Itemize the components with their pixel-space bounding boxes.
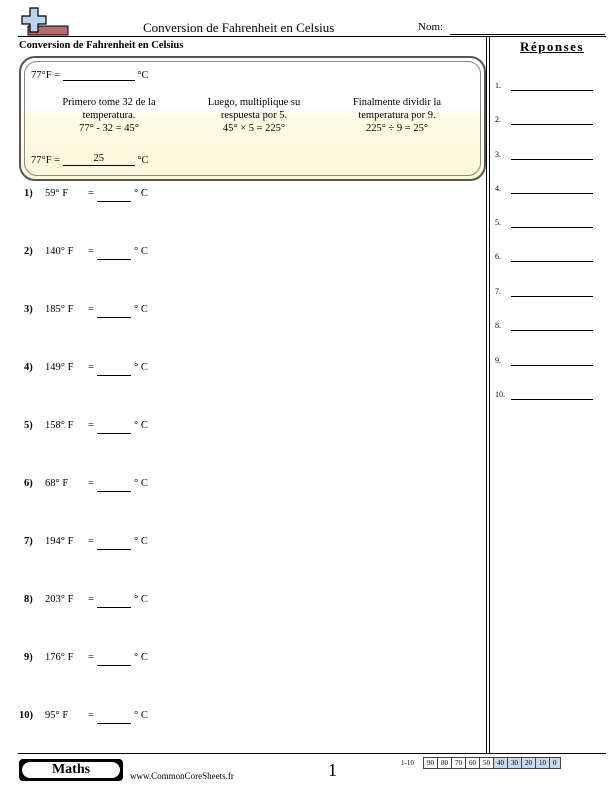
score-cell: 40 (493, 757, 508, 769)
problem-equals: = (88, 478, 94, 489)
answer-number: 6. (495, 252, 501, 261)
column-divider-right (489, 37, 490, 753)
answer-blank[interactable] (97, 259, 131, 260)
problem-number: 6) (24, 478, 33, 489)
footer-divider (18, 753, 606, 754)
problem-row (0, 188, 480, 204)
problem-unit: ° C (134, 420, 148, 431)
problem-unit: ° C (134, 594, 148, 605)
answer-row (495, 287, 605, 299)
problem-equals: = (88, 536, 94, 547)
answers-heading: Réponses (520, 39, 585, 54)
problem-row (0, 652, 480, 668)
example-step-2 (184, 96, 324, 135)
answer-row (495, 356, 605, 368)
problem-unit: ° C (134, 536, 148, 547)
problem-equals: = (88, 420, 94, 431)
maths-label: Maths (22, 762, 120, 778)
answer-blank[interactable] (97, 549, 131, 550)
step-1-line-1: Primero tome 32 de la (62, 97, 156, 108)
answer-row (495, 252, 605, 264)
answer-blank[interactable] (97, 201, 131, 202)
problem-unit: ° C (134, 710, 148, 721)
site-url: www.CommonCoreSheets.fr (130, 771, 234, 781)
problem-unit: ° C (134, 188, 148, 199)
example-question-label: 77°F = (31, 70, 61, 81)
score-range: 1-10 (401, 759, 414, 767)
maths-badge (19, 759, 123, 781)
answer-row (495, 321, 605, 333)
score-cell: 10 (535, 757, 550, 769)
problem-row (0, 420, 480, 436)
answer-row (495, 184, 605, 196)
answer-number: 8. (495, 321, 501, 330)
problem-value: 185° F (45, 304, 74, 315)
problem-equals: = (88, 710, 94, 721)
problem-value: 95° F (45, 710, 69, 721)
problem-number: 8) (24, 594, 33, 605)
problem-equals: = (88, 246, 94, 257)
answer-number: 3. (495, 150, 501, 159)
answer-row (495, 81, 605, 93)
name-field[interactable] (450, 34, 605, 35)
problem-row (0, 246, 480, 262)
name-label: Nom: (418, 21, 444, 33)
problem-row (0, 304, 480, 320)
problem-unit: ° C (134, 652, 148, 663)
score-cell: 80 (437, 757, 452, 769)
answer-field[interactable] (511, 399, 593, 400)
problem-row (0, 594, 480, 610)
score-cell: 60 (465, 757, 480, 769)
problem-number: 5) (24, 420, 33, 431)
header-divider (18, 36, 606, 37)
answer-number: 5. (495, 218, 501, 227)
score-cell: 70 (451, 757, 466, 769)
answer-number: 4. (495, 184, 501, 193)
answer-row (495, 150, 605, 162)
column-divider-left (486, 37, 487, 753)
answer-blank[interactable] (97, 317, 131, 318)
problem-equals: = (88, 652, 94, 663)
step-3-line-1: Finalmente dividir la (352, 97, 442, 108)
score-cell: 90 (423, 757, 438, 769)
example-step-3 (327, 96, 467, 135)
example-question (31, 68, 149, 81)
example-step-1 (39, 96, 179, 135)
answer-field[interactable] (511, 159, 593, 160)
answer-blank[interactable] (97, 433, 131, 434)
problem-value: 68° F (45, 478, 69, 489)
problem-row (0, 536, 480, 552)
problem-value: 149° F (45, 362, 74, 373)
example-answer-value: 25 (63, 153, 135, 166)
problem-value: 203° F (45, 594, 74, 605)
answer-field[interactable] (511, 227, 593, 228)
problem-number: 7) (24, 536, 33, 547)
score-table (424, 757, 561, 769)
score-cell: 20 (521, 757, 536, 769)
step-2-line-3: 45° × 5 = 225° (222, 123, 286, 134)
answer-field[interactable] (511, 193, 593, 194)
problem-number: 2) (24, 246, 33, 257)
problem-value: 140° F (45, 246, 74, 257)
problem-unit: ° C (134, 362, 148, 373)
answer-number: 2. (495, 115, 501, 124)
problem-equals: = (88, 304, 94, 315)
example-answer (31, 153, 149, 166)
answer-blank[interactable] (97, 665, 131, 666)
step-2-line-1: Luego, multiplique su (207, 97, 301, 108)
problem-number: 3) (24, 304, 33, 315)
page-number: 1 (328, 760, 337, 780)
answer-row (495, 218, 605, 230)
problem-row (0, 362, 480, 378)
step-3-line-2: temperatura por 9. (358, 110, 436, 121)
problem-number: 9) (24, 652, 33, 663)
answer-field[interactable] (511, 90, 593, 91)
problem-row (0, 710, 480, 726)
problem-number: 10) (19, 710, 33, 721)
answer-blank[interactable] (97, 723, 131, 724)
answer-number: 9. (495, 356, 501, 365)
problem-value: 59° F (45, 188, 69, 199)
answer-field[interactable] (511, 261, 593, 262)
example-answer-unit: °C (137, 155, 149, 166)
example-answer-label: 77°F = (31, 155, 61, 166)
score-cell: 30 (507, 757, 522, 769)
answer-number: 10. (495, 390, 505, 399)
answer-field[interactable] (511, 124, 593, 125)
problem-number: 1) (24, 188, 33, 199)
problem-value: 176° F (45, 652, 74, 663)
problem-equals: = (88, 362, 94, 373)
logo-icon (18, 6, 70, 36)
example-question-unit: °C (137, 70, 149, 81)
step-2-line-2: respuesta por 5. (220, 110, 288, 121)
problem-number: 4) (24, 362, 33, 373)
problem-equals: = (88, 594, 94, 605)
problem-unit: ° C (134, 304, 148, 315)
answer-blank[interactable] (97, 491, 131, 492)
score-cell: 50 (479, 757, 494, 769)
example-question-blank (63, 68, 135, 81)
example-box (19, 56, 486, 181)
answer-number: 7. (495, 287, 501, 296)
problem-equals: = (88, 188, 94, 199)
problem-value: 194° F (45, 536, 74, 547)
answer-field[interactable] (511, 365, 593, 366)
step-1-line-3: 77° - 32 = 45° (79, 123, 139, 134)
problem-row (0, 478, 480, 494)
answer-blank[interactable] (97, 607, 131, 608)
problem-value: 158° F (45, 420, 74, 431)
answer-field[interactable] (511, 296, 593, 297)
problem-unit: ° C (134, 246, 148, 257)
score-cell: 0 (549, 757, 561, 769)
page-title: Conversion de Fahrenheit en Celsius (143, 20, 335, 35)
step-3-line-3: 225° ÷ 9 = 25° (365, 123, 429, 134)
answer-blank[interactable] (97, 375, 131, 376)
answer-row (495, 115, 605, 127)
answer-field[interactable] (511, 330, 593, 331)
answer-number: 1. (495, 81, 501, 90)
step-1-line-2: temperatura. (82, 110, 136, 121)
answer-row (495, 390, 605, 402)
worksheet-title: Conversion de Fahrenheit en Celsius (19, 40, 184, 51)
problem-unit: ° C (134, 478, 148, 489)
